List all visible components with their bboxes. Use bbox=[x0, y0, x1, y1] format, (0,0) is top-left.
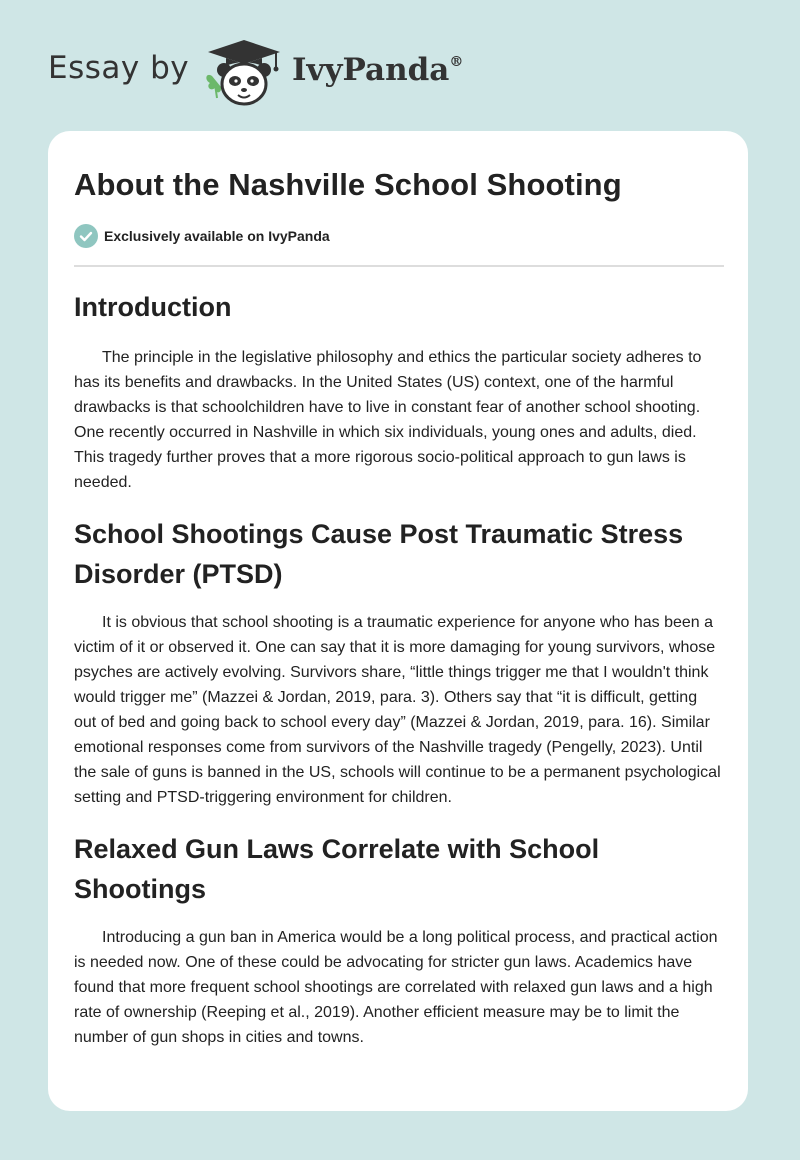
essay-by-label: Essay by bbox=[48, 50, 190, 86]
divider bbox=[74, 265, 724, 267]
section-heading-introduction: Introduction bbox=[74, 292, 232, 322]
essay-card bbox=[48, 131, 748, 1111]
section-heading-gun-laws: Relaxed Gun Laws Correlate with School Shootings bbox=[74, 834, 600, 904]
page-title: About the Nashville School Shooting bbox=[74, 167, 622, 202]
panda-logo-icon bbox=[200, 34, 284, 110]
section-body-gun-laws: Introducing a gun ban in America would be a long political process, and practical action is needed now. One of these could be advocating for stricter gun laws. Academics have found that more frequent school shootings are correlated with relaxed gun laws and a high rate of ownership (Reeping et al., 2019). Another efficient measure may be to limit the number of gun shops in cities and towns. bbox=[74, 929, 718, 1046]
exclusive-badge bbox=[74, 223, 722, 249]
registered-mark: ® bbox=[449, 54, 464, 70]
section-body-ptsd: It is obvious that school shooting is a traumatic experience for anyone who has been a victim of it or observed it. One can say that it is more damaging for young survivors, whose psyches are actively evolving. Survivors share, “little things trigger me that I wouldn't think would trigger me” (Mazzei & Jordan, 2019, para. 3). Others say that “it is difficult, getting out of bed and going back to school every day” (Mazzei & Jordan, 2019, para. 16). Similar emotional responses come from survivors of the Nashville tragedy (Pengelly, 2023). Until the sale of guns is banned in the US, schools will continue to be a permanent psychological setting and PTSD-triggering environment for children. bbox=[74, 614, 721, 806]
section-body-introduction: The principle in the legislative philosophy and ethics the particular society adheres to has its benefits and drawbacks. In the United States (US) context, one of the harmful drawbacks is that schoolchildren have to live in constant fear of another school shooting. One recently occurred in Nashville in which six individuals, young ones and adults, died. This tragedy further proves that a more rigorous socio-political approach to gun laws is needed. bbox=[74, 349, 702, 491]
brand-name bbox=[292, 52, 463, 88]
badge-text: Exclusively available on IvyPanda bbox=[104, 228, 330, 244]
site-header bbox=[0, 0, 800, 130]
section-heading-ptsd: School Shootings Cause Post Traumatic Stress Disorder (PTSD) bbox=[74, 519, 684, 589]
brand-text: IvyPanda bbox=[292, 52, 450, 88]
check-icon bbox=[74, 224, 98, 248]
